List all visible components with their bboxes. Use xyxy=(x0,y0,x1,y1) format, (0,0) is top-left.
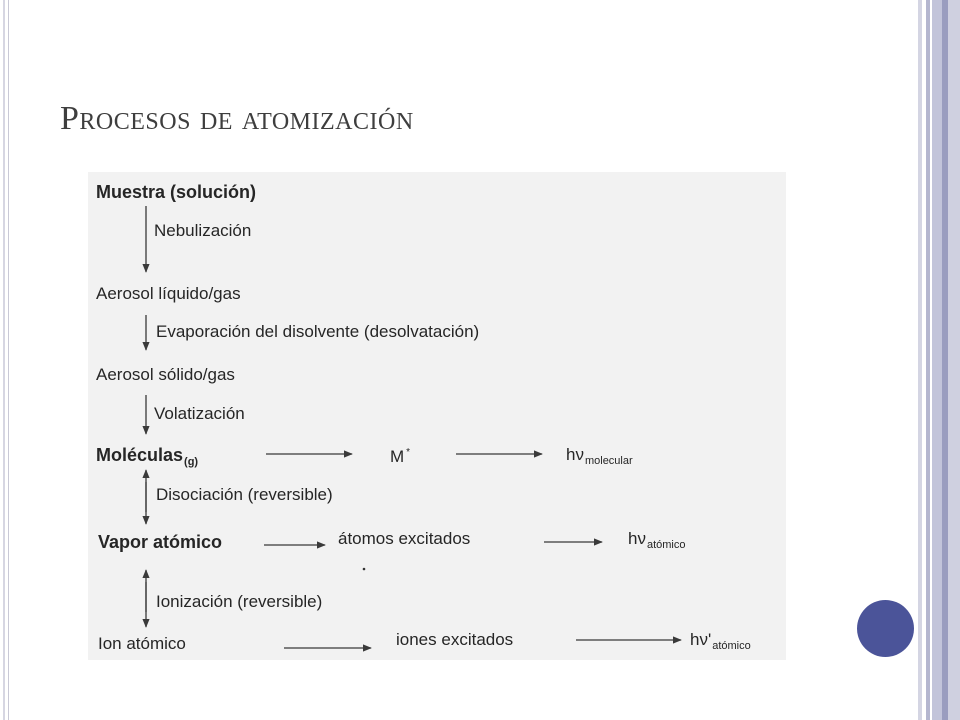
slide-title: Procesos de atomización xyxy=(60,100,414,137)
slide-frame-right xyxy=(918,0,960,720)
label-excited-atoms: átomos excitados xyxy=(338,529,471,548)
label-atomic-ion: Ion atómico xyxy=(98,634,186,653)
label-atomic-vapor: Vapor atómico xyxy=(98,532,223,552)
label-evaporation: Evaporación del disolvente (desolvatación) xyxy=(156,322,480,341)
label-molecules: Moléculas$_{(g)}$ xyxy=(96,445,199,468)
label-ionization: Ionización (reversible) xyxy=(156,592,323,611)
label-sample: Muestra (solución) xyxy=(96,182,257,202)
label-dissociation: Disociación (reversible) xyxy=(156,485,333,504)
label-nebulization: Nebulización xyxy=(154,221,252,240)
label-m-star: M * xyxy=(390,447,411,466)
atomization-diagram xyxy=(88,172,786,660)
label-liquid-aerosol: Aerosol líquido/gas xyxy=(96,284,241,303)
label-hv-prime: $h\nu'_{atómico}$ xyxy=(690,630,751,652)
decorative-circle xyxy=(857,600,914,657)
label-volatilization: Volatización xyxy=(154,404,245,423)
label-solid-aerosol: Aerosol sólido/gas xyxy=(96,365,235,384)
label-hv-molecular: $h\nu_{molecular}$ xyxy=(566,445,633,467)
label-hv-atomic: $h\nu_{atómico}$ xyxy=(628,529,686,551)
slide-frame-left xyxy=(0,0,9,720)
label-excited-ions: iones excitados xyxy=(396,630,514,649)
